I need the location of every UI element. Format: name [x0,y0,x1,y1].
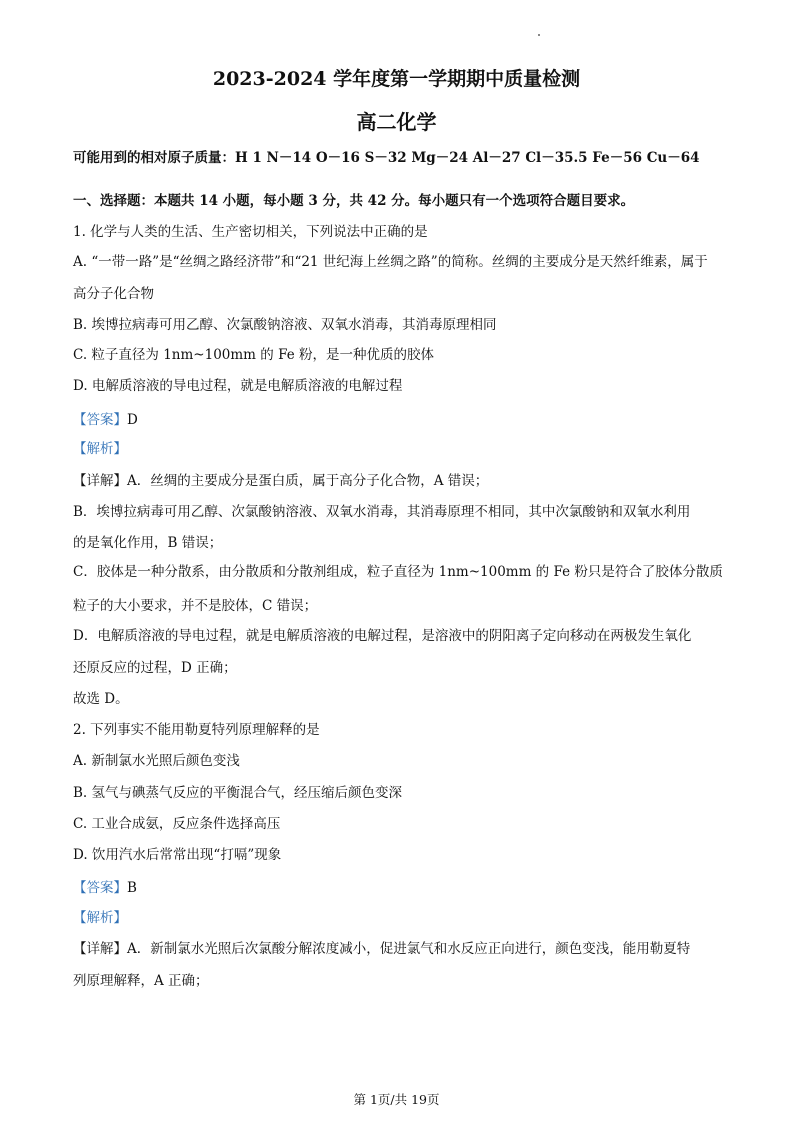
q1-detail: 【详解】A．丝绸的主要成分是蛋白质，属于高分子化合物，A 错误； [73,473,489,489]
q1-detail: 还原反应的过程，D 正确； [73,660,237,676]
q2-detail: 【详解】A．新制氯水光照后次氯酸分解浓度减小，促进氯气和水反应正向进行，颜色变浅，能用勒夏特 [73,941,691,957]
page-footer: 第 1页/共 19页 [353,1092,440,1107]
q2-option-d: D. 饮用汽水后常常出现“打嗝”现象 [73,847,282,863]
page-subtitle: 高二化学 [356,110,437,134]
section-heading: 一、选择题：本题共 14 小题，每小题 3 分，共 42 分。每小题只有一个选项符合题目要求。 [73,193,635,209]
q2-detail: 列原理解释，A 正确； [73,973,209,989]
q2-option-c: C. 工业合成氨，反应条件选择高压 [73,816,281,832]
atomic-masses: 可能用到的相对原子质量：H 1 N－14 O－16 S－32 Mg－24 Al－27 Cl－35.5 Fe－56 Cu－64 [73,150,700,166]
q2-option-a: A. 新制氯水光照后颜色变浅 [73,753,240,769]
q2-answer [73,879,723,897]
q1-option-d: D. 电解质溶液的导电过程，就是电解质溶液的电解过程 [73,378,403,394]
q1-option-c: C. 粒子直径为 1nm~100mm 的 Fe 粉，是一种优质的胶体 [73,347,434,363]
q1-stem: 1. 化学与人类的生活、生产密切相关，下列说法中正确的是 [73,224,428,240]
scan-speck [538,34,540,36]
q1-option-b: B. 埃博拉病毒可用乙醇、次氯酸钠溶液、双氧水消毒，其消毒原理相同 [73,317,497,333]
q1-option-a: A. “一带一路”是“丝绸之路经济带”和“21 世纪海上丝绸之路”的简称。丝绸的主要成分是天然纤维素，属于 [73,254,708,270]
q1-conclusion: 故选 D。 [73,691,129,707]
answer-tag: 【答案】 [73,880,127,896]
q2-stem: 2. 下列事实不能用勒夏特列原理解释的是 [73,722,320,738]
answer-value: B [127,880,137,896]
q1-detail: B．埃博拉病毒可用乙醇、次氯酸钠溶液、双氧水消毒，其消毒原理不相同，其中次氯酸钠和双氧水利用 [73,504,691,520]
q2-option-b: B. 氢气与碘蒸气反应的平衡混合气，经压缩后颜色变深 [73,785,403,801]
q1-detail: 的是氧化作用，B 错误； [73,535,223,551]
q2-analysis-tag: 【解析】 [73,910,127,926]
q1-detail: D．电解质溶液的导电过程，就是电解质溶液的电解过程，是溶液中的阴阳离子定向移动在两极发生氧化 [73,628,692,644]
answer-value: D [127,412,138,428]
answer-tag: 【答案】 [73,412,127,428]
q1-detail: 粒子的大小要求，并不是胶体，C 错误； [73,598,318,614]
q1-detail: C．胶体是一种分散系，由分散质和分散剂组成，粒子直径为 1nm~100mm 的 Fe 粉只是符合了胶体分散质 [73,564,723,580]
q1-answer [73,411,723,429]
q1-analysis-tag: 【解析】 [73,441,127,457]
q1-option-a-cont: 高分子化合物 [73,286,154,302]
page-title: 2023-2024 学年度第一学期期中质量检测 [212,68,581,90]
